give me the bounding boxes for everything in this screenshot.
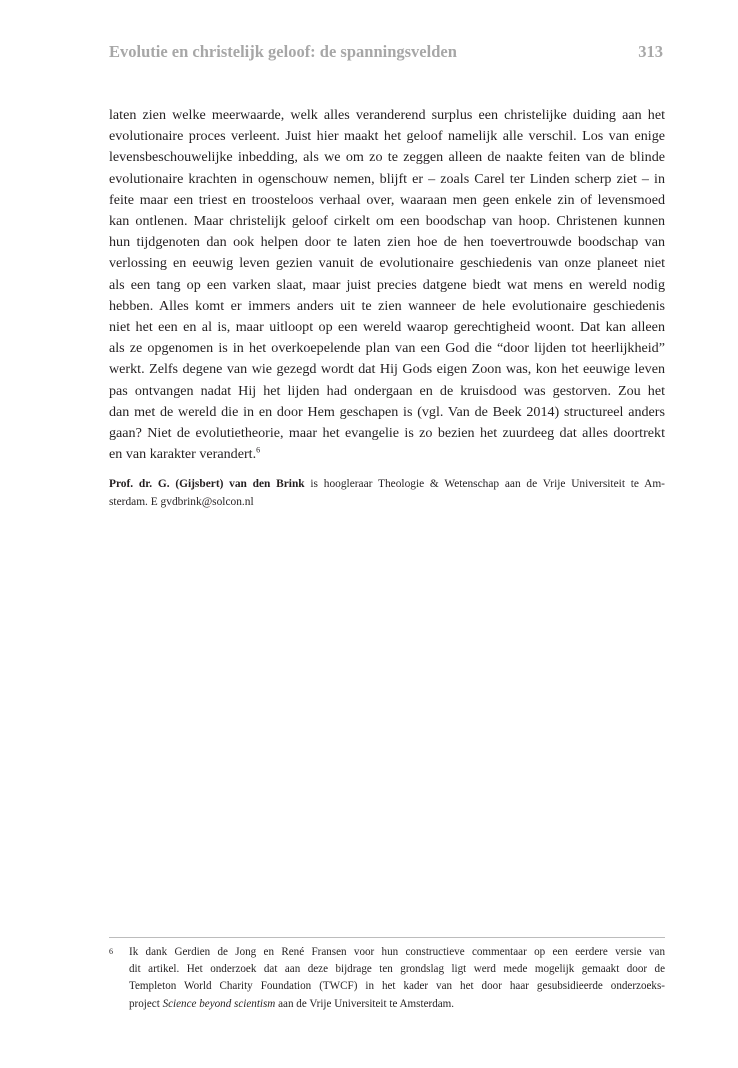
footnote-text-start: project	[129, 997, 163, 1010]
body-line: feite maar een triest en troosteloos verhaal over, waaraan men geen enkele zin of levensmoed	[109, 191, 665, 208]
running-header	[109, 38, 663, 64]
author-name: Prof. dr. G. (Gijsbert) van den Brink	[109, 478, 305, 490]
footnote-line: Templeton World Charity Foundation (TWCF) in het kader van het door haar gesubsidieerde onderzoeks-	[129, 980, 665, 993]
project-title: Science beyond scientism	[162, 997, 276, 1010]
body-line: werkt. Zelfs degene van wie gezegd wordt dat Hij Gods eigen Zoon was, kon het eeuwige leven	[109, 361, 665, 378]
page-number: 313	[638, 42, 663, 61]
body-line-last	[109, 444, 665, 465]
footnote-text	[129, 944, 665, 1013]
body-line: kan ontlenen. Maar christelijk geloof cirkelt om een boodschap van hoop. Christenen kunnen	[109, 213, 665, 230]
body-line-text: en van karakter verandert.	[109, 446, 257, 463]
running-header-title: Evolutie en christelijk geloof: de spanningsvelden	[109, 42, 457, 61]
footnote-number: 6	[109, 947, 113, 956]
body-paragraph	[109, 105, 665, 465]
footnote-line: Ik dank Gerdien de Jong en René Fransen voor hun constructieve commentaar op een eerdere versie van	[129, 946, 665, 958]
body-line: levensbeschouwelijke inbedding, als we om zo te zeggen alleen de naakte feiten van de blinde	[109, 149, 665, 166]
body-line: als ze opgenomen is in het overkoepelende plan van een God die “door lijden tot heerlijkheid”	[109, 340, 665, 357]
body-line: hun tijdgenoten dan ook helpen door te laten zien hoe de hen toevertrouwde boodschap van	[109, 234, 665, 251]
body-line: niet het een en al is, maar uitloopt op een wereld waarop gerechtigheid woont. Dat kan alleen	[109, 319, 665, 336]
footnote-divider	[109, 937, 665, 938]
author-bio-text: is hoogleraar Theologie & Wetenschap aan de Vrije Universiteit te Am-	[304, 478, 665, 490]
body-line: hebben. Alles komt er immers anders uit te zien wanneer de hele evolutionaire geschiedenis	[109, 297, 665, 314]
body-line: als een tang op een varken slaat, maar juist precies datgene biedt wat mens en wereld nodig	[109, 276, 665, 293]
body-line: evolutionaire proces verleent. Juist hier maakt het geloof namelijk alle verschil. Los van enige	[109, 128, 665, 145]
body-line: laten zien welke meerwaarde, welk alles veranderend surplus een christelijke duiding aan het	[109, 107, 665, 123]
author-bio-line	[109, 476, 665, 494]
body-line: evolutionaire krachten in ogenschouw nemen, blijft er – zoals Carel ter Linden scherp ziet – in	[109, 170, 665, 187]
author-bio-line-last: sterdam. E gvdbrink@solcon.nl	[109, 495, 254, 508]
footnote-line-last	[129, 996, 665, 1013]
footnote-line: dit artikel. Het onderzoek dat aan deze bijdrage ten grondslag ligt werd mede mogelijk gemaakt door de	[129, 963, 665, 976]
footnote	[109, 944, 665, 1013]
body-line: dan met de wereld die in en door Hem geschapen is (vgl. Van de Beek 2014) structureel anders	[109, 403, 665, 420]
footnote-reference[interactable]: 6	[256, 445, 261, 455]
body-line: gaan? Niet de evolutietheorie, maar het evangelie is zo bezien het zuurdeeg dat alles doortrekt	[109, 425, 665, 442]
body-line: verlossing en eeuwig leven gezien vanuit de evolutionaire geschiedenis van onze planeet niet	[109, 255, 665, 272]
body-line: pas ontvangen nadat Hij het lijden had ondergaan en de kruisdood was gestorven. Zou het	[109, 382, 665, 399]
author-bio	[109, 476, 665, 511]
footnote-text-end: aan de Vrije Universiteit te Amsterdam.	[275, 997, 455, 1010]
